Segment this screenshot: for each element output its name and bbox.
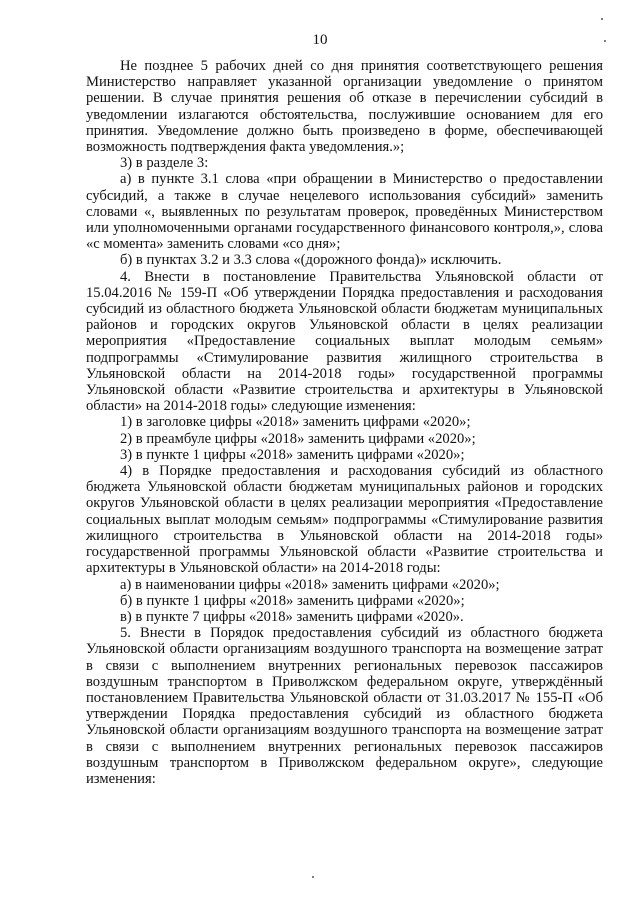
- paragraph-subitem-1: 1) в заголовке цифры «2018» заменить цифрами «2020»;: [120, 414, 471, 431]
- paragraph-subitem-3: 3) в пункте 1 цифры «2018» заменить цифрами «2020»;: [120, 446, 465, 463]
- paragraph-subitem-2: 2) в преамбуле цифры «2018» заменить цифрами «2020»;: [120, 430, 476, 447]
- paragraph-point-5: 5. Внести в Порядок предоставления субсидий из областного бюджета Ульяновской области организациям воздушного транспорта на возмещение затрат в связи с выполнением внутренних региональных перевозок пассажиров воздушным транспортом в Приволжском федеральном округе, утверждённый постановлением Правительства Ульяновской области от 31.03.2017 № 155-П «Об утверждении Порядка предоставления субсидий из областного бюджета Ульяновской области организациям воздушного транспорта на возмещение затрат в связи с выполнением внутренних региональных перевозок пассажиров воздушным транспортом в Приволжском федеральном округе», следующие изменения:: [86, 625, 603, 787]
- paragraph-item-b-3-2: б) в пунктах 3.2 и 3.3 слова «(дорожного фонда)» исключить.: [120, 252, 502, 269]
- document-body: [86, 58, 603, 787]
- paragraph-section-3: 3) в разделе 3:: [120, 155, 209, 172]
- paragraph-point-4: 4. Внести в постановление Правительства Ульяновской области от 15.04.2016 № 159-П «Об утверждении Порядка предоставления и расходования субсидий из областного бюджета Ульяновской области бюджетам муниципальных районов и городских округов Ульяновской области в целях реализации мероприятия «Предоставление социальных выплат молодым семьям» подпрограммы «Стимулирование развития жилищного строительства в Ульяновской области на 2014-2018 годы» государственной программы Ульяновской области «Развитие строительства и архитектуры в Ульяновской области» на 2014-2018 годы» следующие изменения:: [86, 268, 603, 415]
- paragraph-subitem-4: 4) в Порядке предоставления и расходования субсидий из областного бюджета Ульяновской области бюджетам муниципальных районов и городских округов Ульяновской области в целях реализации мероприятия «Предоставление социальных выплат молодым семьям» подпрограммы «Стимулирование развития жилищного строительства в Ульяновской области на 2014-2018 годы» государственной программы Ульяновской области «Развитие строительства и архитектуры в Ульяновской области» на 2014-2018 годы:: [86, 463, 603, 577]
- paragraph-item-a-3-1: а) в пункте 3.1 слова «при обращении в Министерство о предоставлении субсидий, а также в случае нецелевого использования субсидий» заменить словами «, выявленных по результатам проверок, проведённых Министерством или уполномоченными органами государственного финансового контроля,», слова «с момента» заменить словами «со дня»;: [86, 171, 603, 253]
- paragraph-subitem-b: б) в пункте 1 цифры «2018» заменить цифрами «2020»;: [120, 592, 465, 609]
- paragraph-subitem-a: а) в наименовании цифры «2018» заменить цифрами «2020»;: [120, 576, 500, 593]
- scan-speck: [604, 40, 606, 42]
- paragraph-notification: Не позднее 5 рабочих дней со дня принятия соответствующего решения Министерство направляет указанной организации уведомление о принятом решении. В случае принятия решения об отказе в перечислении субсидий в уведомлении излагаются обстоятельства, послужившие основанием для его принятия. Уведомление должно быть произведено в форме, обеспечивающей возможность подтверждения факта уведомления.»;: [86, 58, 603, 156]
- scan-speck: [601, 18, 603, 20]
- paragraph-subitem-v: в) в пункте 7 цифры «2018» заменить цифрами «2020».: [120, 608, 464, 625]
- page-number: 10: [312, 32, 328, 48]
- scan-speck: [312, 876, 314, 878]
